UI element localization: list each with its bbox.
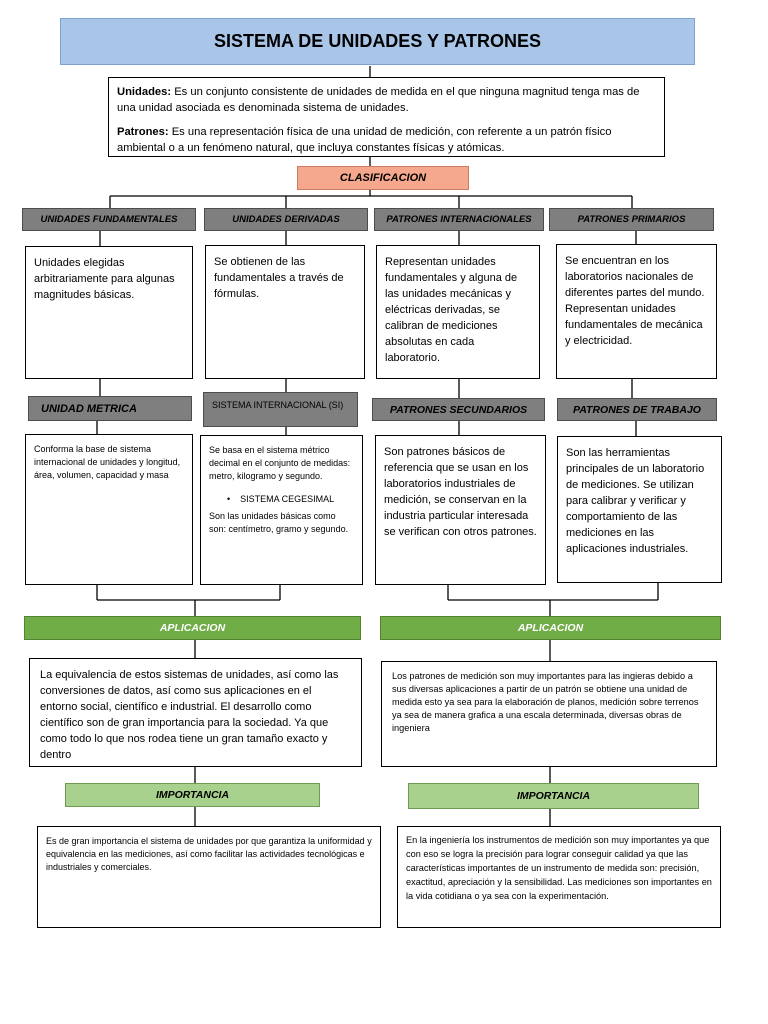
sub-header-international-system: SISTEMA INTERNACIONAL (SI) [203,392,358,427]
application-text-right: Los patrones de medición son muy importantes para las ingieras debido a sus diversas aplicaciones a partir de un patrón se obtiene una unidad de medida esto ya sea para la elaboración de planos, medición sobre terrenos ya sea de manera grafica a una escala determinada, diversas obras de ingeniera [381,661,717,767]
patterns-text: Es una representación física de una unidad de medición, con referente a un patrón físico ambiental o a un fenómeno natural, que incluya constantes físicas y atómicas. [117,126,612,154]
patterns-definition [117,124,656,156]
application-header-left: APLICACION [24,616,361,640]
bullet-dot-icon: • [227,494,231,504]
category-header-international-patterns: PATRONES INTERNACIONALES [374,208,544,231]
classification-label: CLASIFICACION [297,166,469,190]
derived-units-description: Se obtienen de las fundamentales a través de fórmulas. [205,245,365,379]
international-patterns-description: Representan unidades fundamentales y alguna de las unidades mecánicas y eléctricas derivadas, se calibran de mediciones absolutas en cada laboratorio. [376,245,540,379]
patterns-term: Patrones: [117,126,169,138]
category-header-derived-units: UNIDADES DERIVADAS [204,208,368,231]
units-definition [117,84,656,116]
sub-header-metric-unit: UNIDAD METRICA [28,396,192,421]
definitions-box [108,77,665,157]
cegesimal-description: Son las unidades básicas como son: centímetro, gramo y segundo. [209,511,349,534]
fundamental-units-description: Unidades elegidas arbitrariamente para algunas magnitudes básicas. [25,246,193,379]
application-header-right: APLICACION [380,616,721,640]
diagram-title: SISTEMA DE UNIDADES Y PATRONES [60,18,695,65]
sub-header-secondary-patterns: PATRONES SECUNDARIOS [372,398,545,421]
international-system-description: Se basa en el sistema métrico decimal en el conjunto de medidas: metro, kilogramo y segundo. [209,445,351,481]
importance-text-right: En la ingeniería los instrumentos de medición son muy importantes ya que con eso se logra la precisión para lograr conseguir calidad ya que las características importantes de un instrumento de medida son: precisión, exactitud, apreciación y la sensibilidad. Las mediciones son importantes en la vida cotidiana o ya sea con la experimentación. [397,826,721,928]
application-text-left: La equivalencia de estos sistemas de unidades, así como las conversiones de datos, así como sus aplicaciones en el entorno social, científico e industrial. El desarrollo como científico son de gran importancia para la sociedad. Ya que como todo lo que nos rodea tiene un gran tamaño exacto y dentro [29,658,362,767]
units-text: Es un conjunto consistente de unidades de medida en el que ninguna magnitud tenga mas de una unidad asociada es denominada sistema de unidades. [117,86,640,114]
primary-patterns-description: Se encuentran en los laboratorios nacionales de diferentes partes del mundo. Representan unidades fundamentales de mecánica y electricidad. [556,244,717,379]
cegesimal-bullet [227,493,354,506]
units-term: Unidades: [117,86,172,98]
cegesimal-label: SISTEMA CEGESIMAL [240,494,335,504]
international-system-box [200,435,363,585]
category-header-primary-patterns: PATRONES PRIMARIOS [549,208,714,231]
importance-header-right: IMPORTANCIA [408,783,699,809]
work-patterns-description: Son las herramientas principales de un laboratorio de mediciones. Se utilizan para calibrar y verificar y comportamiento de las mediciones en las aplicaciones industriales. [557,436,722,583]
importance-header-left: IMPORTANCIA [65,783,320,807]
metric-unit-description: Conforma la base de sistema internacional de unidades y longitud, área, volumen, capacidad y masa [25,434,193,585]
importance-text-left: Es de gran importancia el sistema de unidades por que garantiza la uniformidad y equivalencia en las mediciones, así como facilitar las actividades tecnológicas e industriales y comerciales. [37,826,381,928]
secondary-patterns-description: Son patrones básicos de referencia que se usan en los laboratorios industriales de medición, se conservan en la industria particular interesada se verifican con otros patrones. [375,435,546,585]
sub-header-work-patterns: PATRONES DE TRABAJO [557,398,717,421]
category-header-fundamental-units: UNIDADES FUNDAMENTALES [22,208,196,231]
